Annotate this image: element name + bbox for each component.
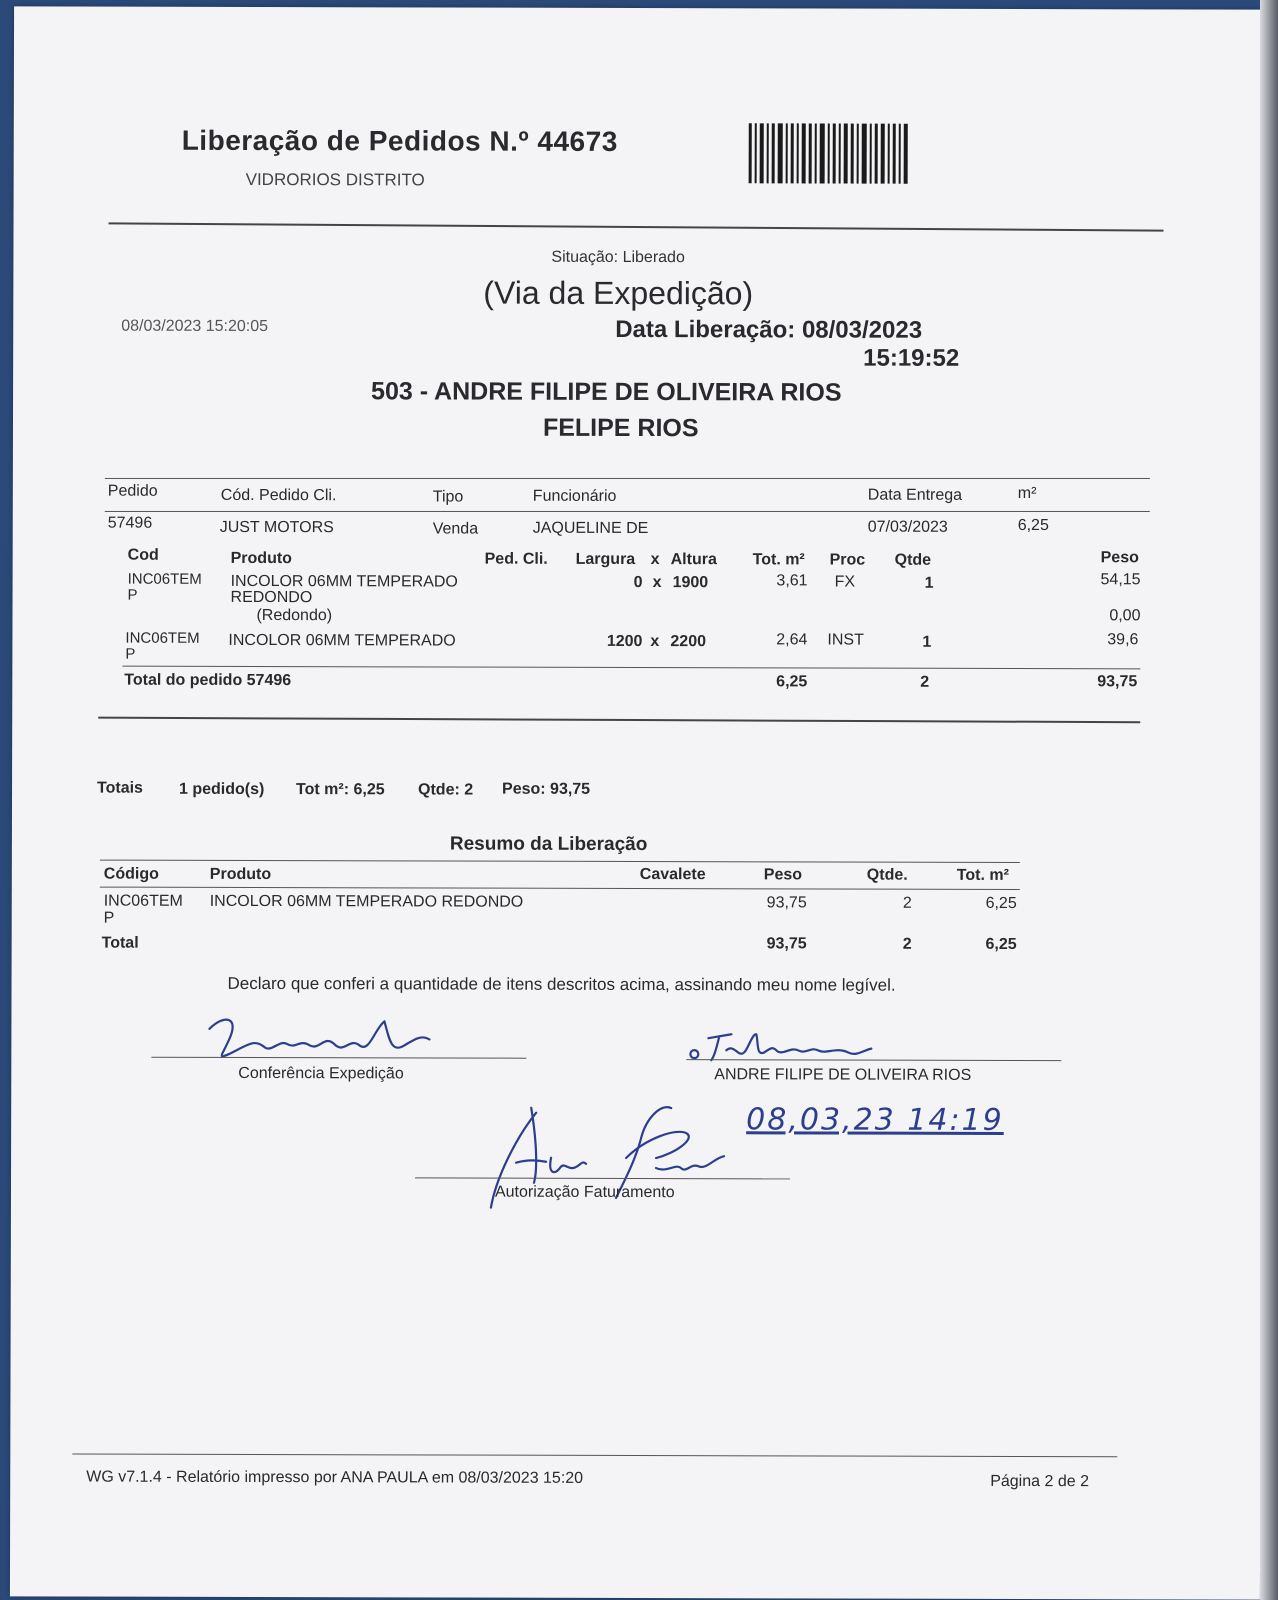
resumo-tot-m2: 6,25 — [985, 894, 1017, 912]
resumo-qtde: 2 — [902, 894, 912, 912]
resumo-col-cavalete: Cavalete — [639, 866, 706, 884]
resumo-produto: INCOLOR 06MM TEMPERADO REDONDO — [209, 892, 524, 911]
resumo-col-produto: Produto — [209, 865, 272, 884]
item-qtde: 1 — [924, 574, 934, 592]
col-m2: m² — [1017, 484, 1037, 503]
item-sub-desc: (Redondo) — [256, 607, 333, 625]
handwritten-date: 08,03,23 14:19 — [746, 1102, 1004, 1138]
resumo-codigo: INC06TEM — [103, 892, 183, 910]
item-produto-cont: REDONDO — [230, 588, 313, 607]
totais-pedidos: 1 pedido(s) — [179, 780, 265, 799]
via-expedicao: (Via da Expedição) — [483, 274, 754, 312]
item-cod-cont: P — [125, 645, 136, 663]
resumo-title: Resumo da Liberação — [449, 833, 648, 856]
items-col-peso: Peso — [1100, 549, 1139, 567]
cod-pedido-cli-value: JUST MOTORS — [219, 518, 334, 537]
resumo-col-codigo: Código — [103, 865, 159, 883]
item-tot-m2: 2,64 — [776, 631, 808, 649]
resumo-total-label: Total — [101, 934, 139, 952]
items-col-produto: Produto — [230, 549, 292, 568]
resumo-total-peso: 93,75 — [766, 935, 807, 953]
document-title: Liberação de Pedidos N.º 44673 — [181, 124, 618, 157]
order-total-peso: 93,75 — [1097, 673, 1138, 691]
footer-rule — [72, 1454, 1117, 1458]
cliente-name: 503 - ANDRE FILIPE DE OLIVEIRA RIOS — [371, 377, 842, 407]
hora-liberacao: 15:19:52 — [863, 344, 960, 372]
cliente-apelido: FELIPE RIOS — [542, 413, 699, 443]
item-altura: 2200 — [670, 633, 707, 651]
signature-label-conferencia: Conferência Expedição — [238, 1064, 404, 1083]
col-data-entrega: Data Entrega — [867, 486, 963, 504]
resumo-total-tot-m2: 6,25 — [985, 935, 1017, 953]
data-entrega-value: 07/03/2023 — [867, 518, 948, 536]
totais-peso: Peso: 93,75 — [502, 780, 591, 798]
item-tot-m2: 3,61 — [776, 572, 808, 590]
item-cod-cont: P — [127, 586, 138, 604]
items-col-altura: Altura — [670, 551, 717, 569]
items-col-proc: Proc — [829, 551, 866, 569]
item-peso: 39,6 — [1107, 631, 1139, 649]
resumo-peso: 93,75 — [766, 894, 807, 912]
col-funcionario: Funcionário — [532, 487, 617, 505]
pedido-value: 57496 — [107, 514, 153, 532]
signature-conferencia — [14, 6, 1264, 9]
order-header-rule — [105, 511, 1150, 512]
item-peso: 0,00 — [1109, 607, 1141, 625]
totais-m2: Tot m²: 6,25 — [296, 781, 385, 799]
item-largura: 1200 — [606, 632, 643, 651]
item-produto: INCOLOR 06MM TEMPERADO — [228, 631, 456, 650]
items-col-x: x — [650, 551, 660, 569]
item-largura: 0 — [633, 573, 643, 592]
item-cod: INC06TEM — [125, 629, 200, 647]
resumo-total-qtde: 2 — [902, 935, 912, 953]
situacao: Situação: Liberado — [551, 248, 685, 267]
items-col-cod: Cod — [127, 546, 159, 564]
col-cod-pedido-cli: Cód. Pedido Cli. — [220, 486, 337, 505]
totais-qtde: Qtde: 2 — [418, 781, 474, 799]
col-tipo: Tipo — [432, 488, 464, 506]
header-divider — [109, 222, 1164, 231]
resumo-codigo-cont: P — [103, 909, 115, 927]
item-altura: 1900 — [672, 574, 709, 592]
footer-page-number: Página 2 de 2 — [990, 1472, 1089, 1491]
resumo-header-rule — [100, 887, 1020, 890]
order-total-rule — [122, 666, 1140, 670]
items-col-ped-cli: Ped. Cli. — [484, 550, 548, 568]
data-liberacao: Data Liberação: 08/03/2023 — [615, 315, 923, 344]
item-x: x — [650, 633, 660, 651]
col-pedido: Pedido — [107, 482, 158, 500]
resumo-col-tot-m2: Tot. m² — [956, 866, 1009, 884]
order-total-m2: 6,25 — [776, 673, 808, 691]
resumo-top-rule — [100, 860, 1020, 863]
barcode — [749, 123, 939, 183]
item-x: x — [652, 574, 662, 592]
items-col-largura: Largura — [575, 550, 636, 568]
company-name: VIDRORIOS DISTRITO — [245, 169, 425, 190]
signature-cliente — [14, 6, 1264, 9]
resumo-col-qtde: Qtde. — [866, 866, 908, 884]
signature-leonardo-drawing — [199, 1009, 439, 1070]
order-total-label: Total do pedido 57496 — [124, 671, 292, 690]
signature-label-autorizacao: Autorização Faturamento — [494, 1183, 675, 1202]
signature-autorizacao — [14, 6, 1264, 9]
order-bottom-rule — [98, 717, 1140, 724]
page-edge-shadow — [1260, 0, 1278, 1600]
print-timestamp: 08/03/2023 15:20:05 — [121, 317, 269, 336]
item-produto: INCOLOR 06MM TEMPERADO — [230, 572, 458, 591]
signature-fabiano-drawing — [686, 1028, 886, 1069]
document-page — [10, 6, 1264, 1599]
item-cod: INC06TEM — [127, 570, 202, 588]
item-proc: FX — [834, 573, 856, 591]
item-proc: INST — [827, 631, 864, 649]
order-top-rule — [105, 478, 1150, 479]
declaration-text: Declaro que conferi a quantidade de itens descritos acima, assinando meu nome legível. — [227, 973, 896, 995]
order-total-qtde: 2 — [920, 673, 930, 691]
funcionario-value: JAQUELINE DE — [532, 519, 649, 538]
m2-value: 6,25 — [1017, 516, 1049, 535]
footer-left: WG v7.1.4 - Relatório impresso por ANA PAULA em 08/03/2023 15:20 — [86, 1468, 584, 1487]
resumo-col-peso: Peso — [763, 866, 803, 884]
items-col-tot-m2: Tot. m² — [752, 551, 805, 569]
signature-label-cliente: ANDRE FILIPE DE OLIVEIRA RIOS — [714, 1066, 972, 1084]
totais-label: Totais — [97, 779, 143, 797]
item-peso: 54,15 — [1100, 571, 1141, 589]
item-qtde: 1 — [922, 633, 932, 651]
tipo-value: Venda — [432, 520, 479, 538]
items-col-qtde: Qtde — [894, 551, 932, 569]
